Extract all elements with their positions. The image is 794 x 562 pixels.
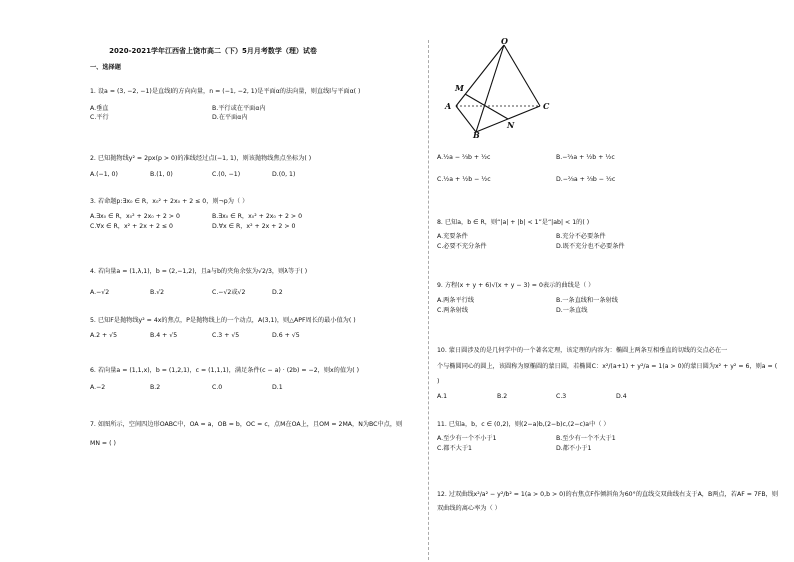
question-7-cont: MN = ( ): [90, 440, 116, 447]
question-12: 12. 过双曲线x²/a² − y²/b² = 1(a > 0,b > 0)的右焦点F作倾斜角为60°的直线交双曲线右支于A，B两点，若AF = 7FB，则: [437, 491, 779, 498]
vertex-a-label: A: [445, 101, 452, 111]
q5-option-a: A.2 + √5: [90, 332, 118, 339]
question-2: 2. 已知抛物线y² = 2px(p > 0)的准线经过点(−1, 1)，则该抛物线焦点坐标为( ): [90, 155, 312, 162]
question-10-end: ): [437, 378, 440, 385]
column-divider: [428, 40, 429, 560]
q11-option-d: D.都不小于1: [556, 445, 592, 452]
q2-option-b: B.(1, 0): [150, 171, 173, 178]
q4-option-b: B.√2: [150, 289, 165, 296]
q4-option-d: D.2: [272, 289, 283, 296]
q6-option-a: A.−2: [90, 384, 106, 391]
question-7: 7. 如图所示，空间四边形OABC中，OA = a，OB = b，OC = c，点M在OA上，且OM = 2MA，N为BC中点，则: [90, 421, 403, 428]
question-8: 8. 已知a，b ∈ R，则“|a| + |b| < 1”是“|ab| < 1的( ): [437, 219, 590, 226]
q2-option-a: A.(−1, 0): [90, 171, 118, 178]
q4-option-c: C.−√2或√2: [212, 289, 246, 296]
q3-option-c: C.∀x ∈ R，x² + 2x + 2 ≤ 0: [90, 223, 173, 230]
q3-option-d: D.∀x ∈ R，x² + 2x + 2 > 0: [212, 223, 296, 230]
q7-option-a: A.½a − ⅔b + ½c: [437, 154, 491, 161]
q9-option-b: B.一条直线和一条射线: [556, 297, 618, 304]
question-1: 1. 设a = (3, −2, −1)是直线l的方向向量，n = (−1, −2, 1)是平面α的法向量，则直线l与平面α( ): [90, 88, 361, 95]
q1-option-b: B.平行或在平面α内: [212, 105, 266, 112]
q10-option-a: A.1: [437, 393, 448, 400]
q10-option-b: B.2: [497, 393, 508, 400]
q11-option-a: A.至少有一个不小于1: [437, 435, 497, 442]
q1-option-c: C.平行: [90, 114, 109, 121]
vertex-o-label: O: [501, 38, 508, 46]
point-m-label: M: [455, 83, 464, 93]
q11-option-b: B.至少有一个不大于1: [556, 435, 616, 442]
question-10: 10. 蒙日圆涉及的是几何学中的一个著名定理，该定理的内容为：椭圆上两条互相垂直的切线的交点必在一: [437, 347, 728, 354]
q9-option-c: C.两条射线: [437, 307, 469, 314]
question-9: 9. 方程(x + y + 6)√(x + y − 3) = 0表示的曲线是（ ）: [437, 282, 595, 289]
q8-option-d: D.既不充分也不必要条件: [556, 243, 625, 250]
q10-option-d: D.4: [616, 393, 627, 400]
question-3: 3. 若命题p:∃x₀ ∈ R，x₀² + 2x₀ + 2 ≤ 0，则¬p为（ ）: [90, 198, 249, 205]
q9-option-a: A.两条平行线: [437, 297, 475, 304]
question-10-cont: 个与椭圆同心的圆上，该圆称为原椭圆的蒙日圆，若椭圆C：x²/(a+1) + y²/a = 1(a > 0)的蒙日圆为x² + y² = 6，则a = (: [437, 363, 778, 370]
q1-option-d: D.在平面α内: [212, 114, 248, 121]
q7-option-b: B.−⅔a + ½b + ½c: [556, 154, 615, 161]
q5-option-b: B.4 + √5: [150, 332, 178, 339]
vertex-b-label: B: [473, 130, 480, 138]
q3-option-a: A.∃x₀ ∈ R，x₀² + 2x₀ + 2 > 0: [90, 213, 180, 220]
q8-option-b: B.充分不必要条件: [556, 233, 606, 240]
question-11: 11. 已知a，b，c ∈ (0,2)，则(2−a)b,(2−b)c,(2−c)a中（ ）: [437, 421, 610, 428]
q6-option-b: B.2: [150, 384, 161, 391]
question-12-cont: 双曲线的离心率为（ ）: [437, 505, 501, 512]
q8-option-c: C.必要不充分条件: [437, 243, 487, 250]
q6-option-c: C.0: [212, 384, 223, 391]
q2-option-c: C.(0, −1): [212, 171, 241, 178]
q9-option-d: D.一条直线: [556, 307, 588, 314]
q4-option-a: A.−√2: [90, 289, 110, 296]
question-6: 6. 若向量a = (1,1,x)，b = (1,2,1)，c = (1,1,1)，满足条件(c − a) · (2b) = −2，则x的值为( ): [90, 367, 360, 374]
q7-option-d: D.−⅔a + ⅔b − ½c: [556, 176, 616, 183]
point-n-label: N: [507, 120, 515, 130]
q6-option-d: D.1: [272, 384, 283, 391]
question-5: 5. 已知F是抛物线y² = 4x的焦点，P是抛物线上的一个动点，A(3,1)，则△APF周长的最小值为( ): [90, 317, 356, 324]
tetrahedron-figure: [440, 38, 560, 138]
q3-option-b: B.∃x₀ ∈ R，x₀² + 2x₀ + 2 > 0: [212, 213, 303, 220]
question-4: 4. 若向量a = (1,λ,1)，b = (2,−1,2)，且a与b的夹角余弦为√2/3，则λ等于( ): [90, 268, 308, 275]
document-title: 2020-2021学年江西省上饶市高二（下）5月月考数学（理）试卷: [109, 47, 317, 55]
q10-option-c: C.3: [556, 393, 567, 400]
q8-option-a: A.充要条件: [437, 233, 468, 240]
q5-option-c: C.3 + √5: [212, 332, 240, 339]
q1-option-a: A.垂直: [90, 105, 109, 112]
section-heading: 一、选择题: [90, 64, 121, 71]
vertex-c-label: C: [543, 101, 550, 111]
q2-option-d: D.(0, 1): [272, 171, 296, 178]
q7-option-c: C.½a + ½b − ½c: [437, 176, 491, 183]
q11-option-c: C.都不大于1: [437, 445, 472, 452]
q5-option-d: D.6 + √5: [272, 332, 300, 339]
right-column: [432, 0, 794, 562]
